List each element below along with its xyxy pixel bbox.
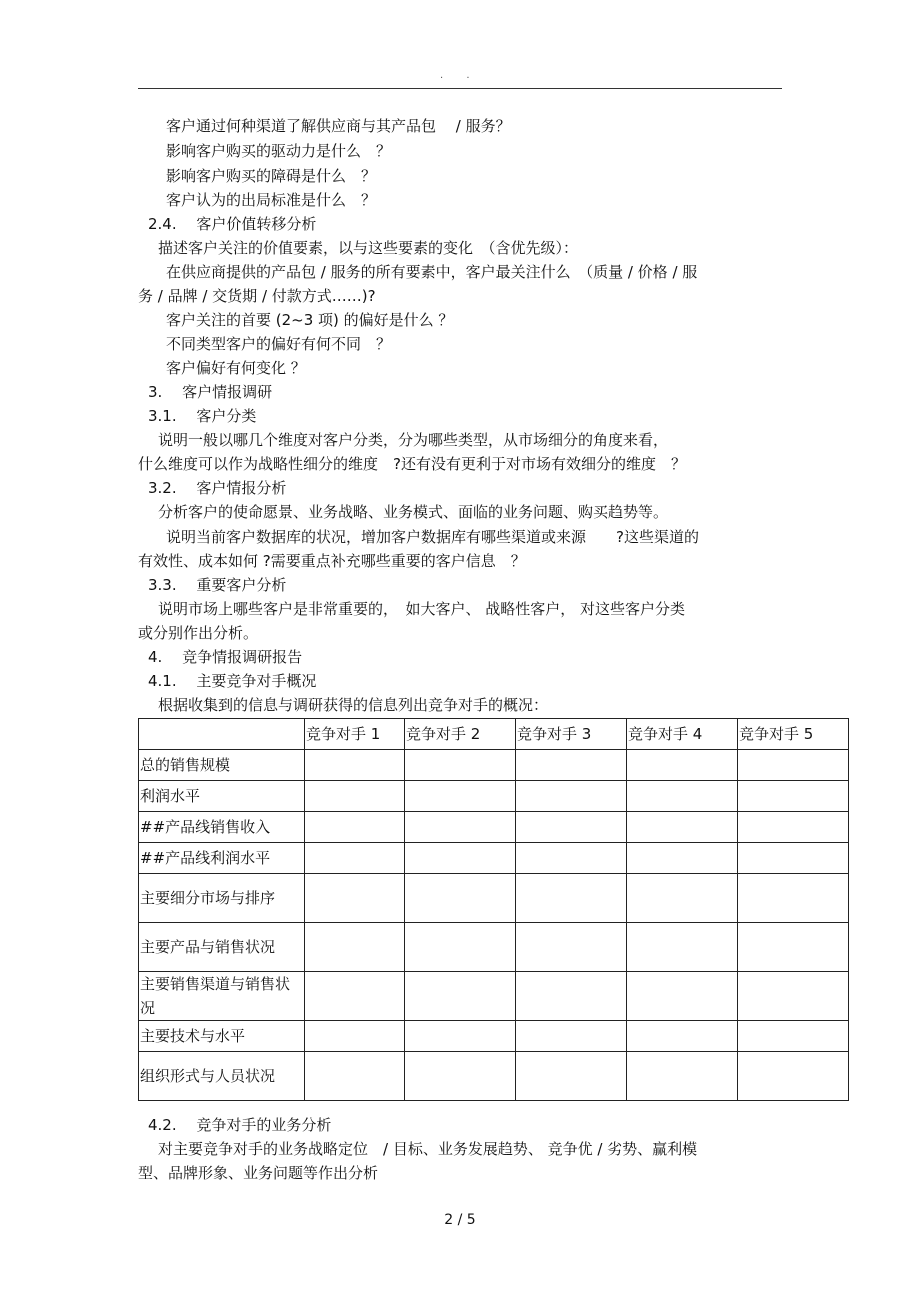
table-row [139,923,849,972]
table-cell [738,972,849,1021]
table-cell [516,812,627,843]
table-cell [305,781,405,812]
para-database-2: 有效性、成本如何 ?需要重点补充哪些重要的客户信息 ？ [138,552,526,570]
row-label: 利润水平 [139,781,305,812]
para-key-customers-2: 或分别作出分析。 [138,624,259,642]
page-number: 2 / 5 [444,1212,476,1228]
question-top-preferences: 客户关注的首要 (2~3 项) 的偏好是什么 ？ [166,311,454,329]
para-database-1: 说明当前客户数据库的状况，增加客户数据库有哪些渠道或来源 ?这些渠道的 [166,528,699,546]
table-cell [738,1021,849,1052]
row-label: 主要销售渠道与销售状况 [139,972,305,1021]
table-header-cell: 竞争对手 1 [305,719,405,750]
row-label: 主要技术与水平 [139,1021,305,1052]
table-cell [516,843,627,874]
table-cell [516,1021,627,1052]
table-cell [627,1021,738,1052]
table-row [139,1052,849,1101]
para-customer-analysis: 分析客户的使命愿景、业务战略、业务模式、面临的业务问题、购买趋势等。 [158,503,669,521]
para-value-elements: 描述客户关注的价值要素，以与这些要素的变化 （含优先级）： [158,239,579,257]
table-cell [516,750,627,781]
row-label: 主要产品与销售状况 [139,923,305,972]
para-competitor-overview: 根据收集到的信息与调研获得的信息列出竞争对手的概况： [158,696,549,714]
table-cell [627,972,738,1021]
table-row [139,750,849,781]
table-cell [516,874,627,923]
table-cell [738,812,849,843]
table-cell [738,843,849,874]
question-exit-criteria: 客户认为的出局标准是什么 ？ [166,191,377,209]
para-competitor-business-1: 对主要竞争对手的业务战略定位 / 目标、业务发展趋势、 竞争优 / 劣势、赢利模 [158,1140,698,1158]
table-cell [405,923,516,972]
para-segmentation-2: 什么维度可以作为战略性细分的维度 ?还有没有更利于对市场有效细分的维度 ？ [138,455,686,473]
row-label: 主要细分市场与排序 [139,874,305,923]
table-cell [305,843,405,874]
table-cell [305,972,405,1021]
heading-4: 4. 竞争情报调研报告 [148,648,303,666]
table-cell [627,781,738,812]
table-cell [405,843,516,874]
table-cell [405,750,516,781]
heading-3-3: 3.3. 重要客户分析 [148,576,287,594]
table-cell [738,923,849,972]
question-barriers: 影响客户购买的障碍是什么 ？ [166,167,377,185]
table-header-cell [139,719,305,750]
table-cell [305,750,405,781]
table-cell [305,874,405,923]
table-cell [305,812,405,843]
table-cell [305,1052,405,1101]
table-cell [738,750,849,781]
para-segmentation-1: 说明一般以哪几个维度对客户分类，分为哪些类型，从市场细分的角度来看， [158,431,669,449]
table-cell [405,1021,516,1052]
row-label: ##产品线销售收入 [139,812,305,843]
table-header-cell: 竞争对手 3 [516,719,627,750]
table-cell [738,874,849,923]
table-cell [405,812,516,843]
table-cell [405,1052,516,1101]
table-cell [305,923,405,972]
heading-4-1: 4.1. 主要竞争对手概况 [148,672,317,690]
para-product-package-2: 务 / 品牌 / 交货期 / 付款方式……)? [138,287,376,305]
competitor-table [138,718,849,1101]
table-row [139,781,849,812]
row-label: 总的销售规模 [139,750,305,781]
table-cell [627,923,738,972]
table-cell [516,1052,627,1101]
table-cell [627,874,738,923]
table-cell [516,781,627,812]
heading-4-2: 4.2. 竞争对手的业务分析 [148,1116,332,1134]
heading-2-4: 2.4. 客户价值转移分析 [148,215,317,233]
para-key-customers-1: 说明市场上哪些客户是非常重要的， 如大客户、 战略性客户， 对这些客户分类 [158,600,686,618]
header-rule [138,88,782,89]
table-cell [738,781,849,812]
para-product-package-1: 在供应商提供的产品包 / 服务的所有要素中，客户最关注什么 （质量 / 价格 / 服 [166,263,698,281]
table-header-cell: 竞争对手 5 [738,719,849,750]
table-cell [405,874,516,923]
question-drivers: 影响客户购买的驱动力是什么 ？ [166,142,392,160]
table-cell [516,923,627,972]
table-header-row [139,719,849,750]
header-dots: . . [440,70,480,81]
table-cell [405,781,516,812]
table-row [139,843,849,874]
table-row [139,812,849,843]
table-header-cell: 竞争对手 2 [405,719,516,750]
question-channels: 客户通过何种渠道了解供应商与其产品包 / 服务？ [166,117,511,135]
heading-3-1: 3.1. 客户分类 [148,407,257,425]
para-competitor-business-2: 型、品牌形象、业务问题等作出分析 [138,1164,379,1182]
row-label: 组织形式与人员状况 [139,1052,305,1101]
table-cell [738,1052,849,1101]
table-header-cell: 竞争对手 4 [627,719,738,750]
table-row [139,1021,849,1052]
heading-3: 3. 客户情报调研 [148,383,273,401]
table-cell [627,750,738,781]
table-cell [627,1052,738,1101]
table-cell [305,1021,405,1052]
row-label: ##产品线利润水平 [139,843,305,874]
table-cell [627,812,738,843]
table-row [139,874,849,923]
question-preference-change: 客户偏好有何变化 ？ [166,359,306,377]
table-cell [627,843,738,874]
table-row [139,972,849,1021]
table-cell [405,972,516,1021]
question-preference-diff: 不同类型客户的偏好有何不同 ？ [166,335,392,353]
heading-3-2: 3.2. 客户情报分析 [148,479,287,497]
table-cell [516,972,627,1021]
